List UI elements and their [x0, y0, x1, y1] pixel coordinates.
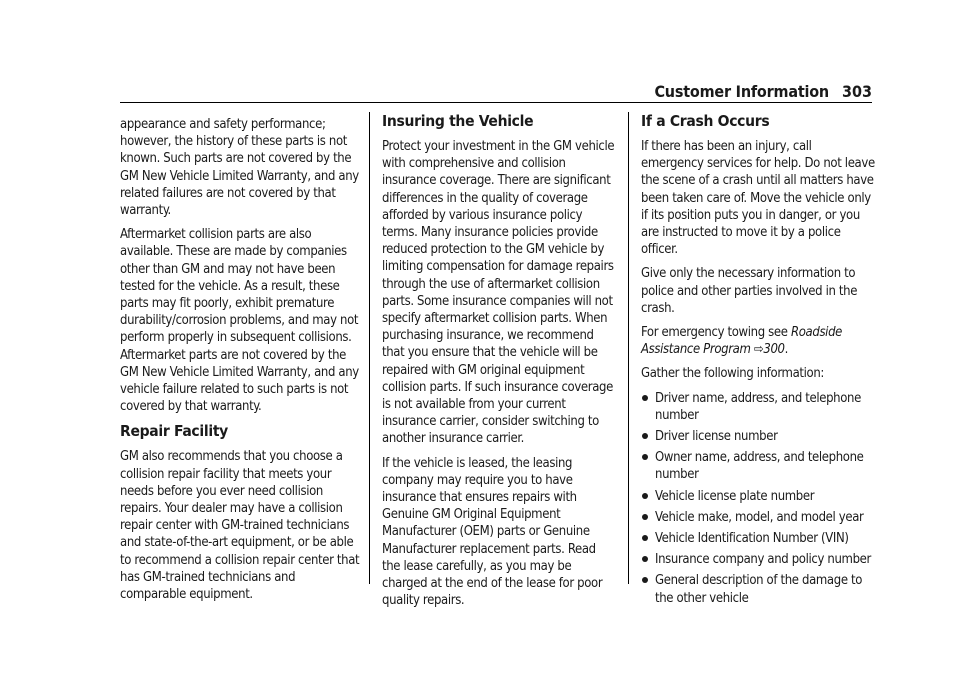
page-reference-number[interactable]: 300	[763, 342, 785, 358]
information-list	[641, 390, 875, 607]
section-heading-repair-facility: Repair Facility	[120, 422, 228, 441]
list-item-text: General description of the damage to the other vehicle	[655, 573, 863, 606]
paragraph: If the vehicle is leased, the leasing company may require you to have insurance that ensures repairs with Genuine GM Original Equipment Manufacturer (OEM) parts or Genuine Manufacturer replacement parts. Read the lease carefully, as you may be charged at the end of the lease for poor quality repairs.	[382, 455, 603, 609]
list-item	[641, 449, 875, 483]
column-divider-1	[369, 112, 370, 584]
list-item-text: Insurance company and policy number	[655, 552, 871, 568]
roadside-assistance-link[interactable]: Roadside Assistance Program	[641, 325, 843, 358]
header-rule	[120, 102, 872, 103]
page-number: 303	[841, 82, 872, 101]
paragraph: Aftermarket collision parts are also available. These are made by companies other than GM and may not have been tested for the vehicle. As a result, these parts may fit poorly, exhibit premature durability/corrosion problems, and may not perform properly in subsequent collisions. Aftermarket parts are not covered by the GM New Vehicle Limited Warranty, and any vehicle failure related to such parts is not covered by that warranty.	[120, 227, 359, 415]
list-item-text: Vehicle license plate number	[655, 488, 815, 504]
list-item	[641, 488, 875, 505]
list-item	[641, 530, 875, 547]
paragraph: Protect your investment in the GM vehicle with comprehensive and collision insurance coverage. There are significant differences in the quality of coverage afforded by various insurance policy terms. Many insurance policies provide reduced protection to the GM vehicle by limiting compensation for damage repairs through the use of aftermarket collision parts. Some insurance companies will not specify aftermarket collision parts. When purchasing insurance, we recommend that you ensure that the vehicle will be repaired with GM original equipment collision parts. If such insurance coverage is not available from your current insurance carrier, consider switching to another insurance carrier.	[382, 139, 615, 447]
list-item	[641, 428, 875, 445]
list-item-text: Owner name, address, and telephone number	[655, 450, 864, 483]
list-item	[641, 551, 875, 568]
column-divider-2	[628, 112, 629, 584]
bullet-icon	[642, 514, 648, 520]
section-title: Customer Information	[654, 82, 829, 101]
section-heading-insuring-vehicle: Insuring the Vehicle	[382, 112, 534, 130]
paragraph-towing	[641, 324, 875, 358]
list-item-text: Vehicle make, model, and model year	[655, 509, 864, 525]
bullet-icon	[642, 556, 648, 562]
paragraph: Give only the necessary information to police and other parties involved in the crash.	[641, 266, 858, 316]
column-1	[120, 116, 360, 610]
bullet-icon	[642, 454, 648, 460]
paragraph: appearance and safety performance; however, the history of these parts is not known. Such parts are not covered by the GM New Vehicle Limited Warranty, and any related failures are not covered by that warranty.	[120, 117, 359, 219]
period: .	[784, 342, 789, 358]
column-3	[641, 112, 875, 611]
paragraph: Gather the following information:	[641, 366, 825, 382]
bullet-icon	[642, 577, 648, 583]
paragraph: If there has been an injury, call emergency services for help. Do not leave the scene of a crash until all matters have been taken care of. Move the vehicle only if its position puts you in danger, or you are instructed to move it by a police officer.	[641, 139, 875, 258]
bullet-icon	[642, 493, 648, 499]
bullet-icon	[642, 395, 648, 401]
list-item	[641, 390, 875, 424]
column-2	[382, 112, 616, 616]
paragraph: GM also recommends that you choose a collision repair facility that meets your needs before you ever need collision repairs. Your dealer may have a collision repair center with GM-trained technicians and state-of-the-art equipment, or be able to recommend a collision repair center that has GM-trained technicians and comparable equipment.	[120, 449, 360, 603]
towing-lead-text: For emergency towing see	[641, 325, 791, 341]
bullet-icon	[642, 535, 648, 541]
list-item-text: Driver name, address, and telephone number	[655, 390, 861, 423]
list-item	[641, 509, 875, 526]
list-item-text: Vehicle Identification Number (VIN)	[655, 531, 849, 547]
bullet-icon	[642, 433, 648, 439]
list-item	[641, 572, 875, 606]
list-item-text: Driver license number	[655, 429, 778, 445]
section-heading-crash-occurs: If a Crash Occurs	[641, 112, 770, 130]
page-reference-icon: ⇨	[753, 342, 764, 358]
